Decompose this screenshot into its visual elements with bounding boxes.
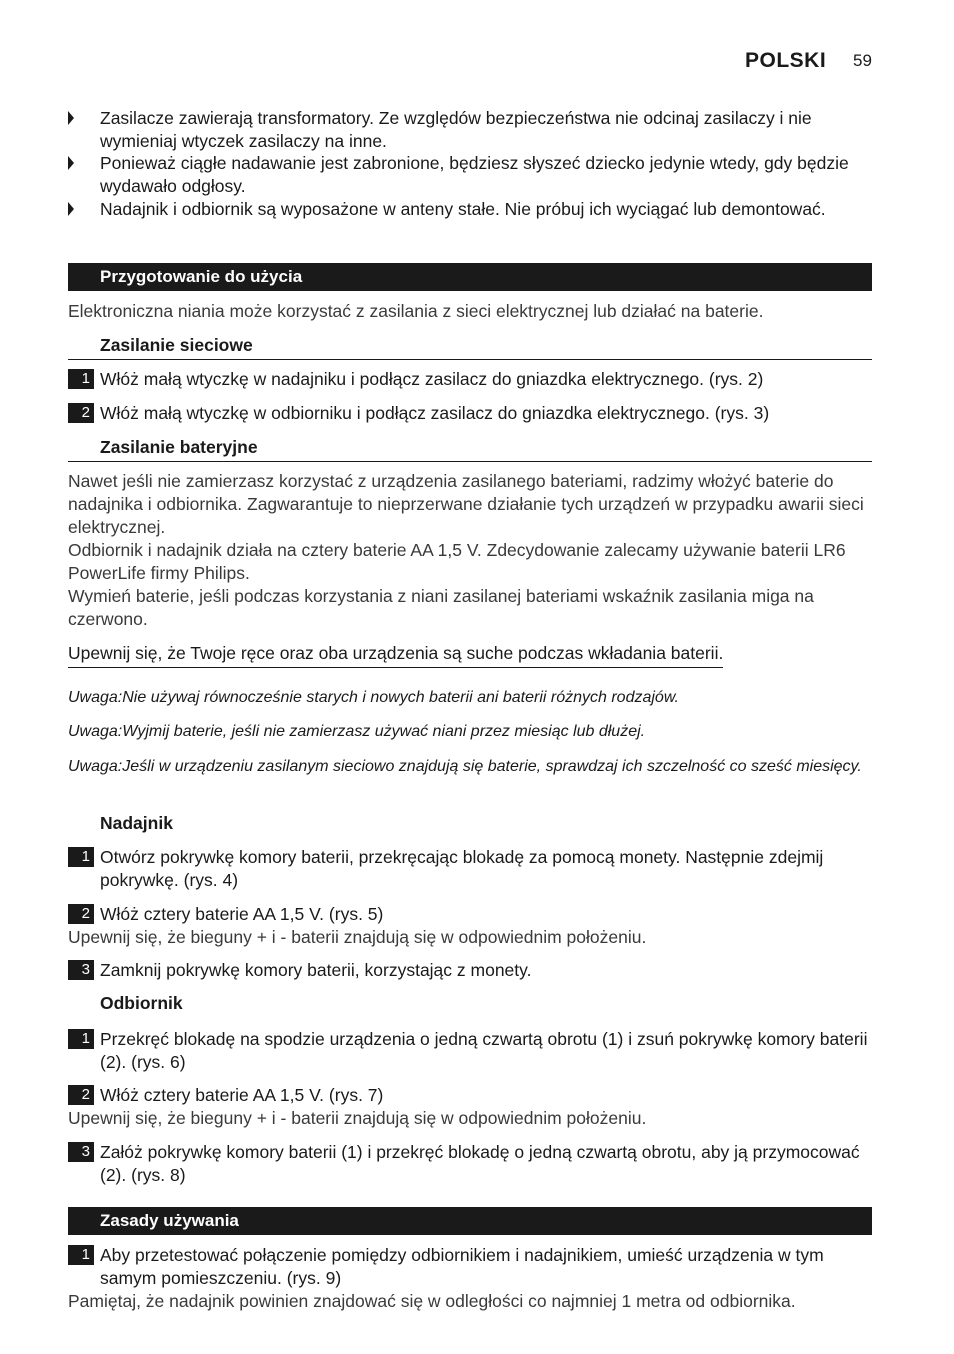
- bullet-icon: [68, 202, 74, 216]
- battery-paragraph: Wymień baterie, jeśli podczas korzystania z niani zasilanej bateriami wskaźnik zasilania miga na czerwono.: [68, 586, 814, 629]
- bullet-text: Zasilacze zawierają transformatory. Ze względów bezpieczeństwa nie odcinaj zasilaczy i nie wymieniaj wtyczek zasilaczy na inne.: [100, 108, 812, 151]
- step-text: Otwórz pokrywkę komory baterii, przekręcając blokadę za pomocą monety. Następnie zdejmij pokrywkę. (rys. 4): [100, 847, 824, 890]
- step-text: Włóż małą wtyczkę w odbiorniku i podłącz zasilacz do gniazdka elektrycznego. (rys. 3): [100, 403, 770, 423]
- step-note: Upewnij się, że bieguny + i - baterii znajdują się w odpowiednim położeniu.: [68, 927, 647, 947]
- step-item: [68, 846, 876, 892]
- list-item: [68, 198, 872, 221]
- step-text: Przekręć blokadę na spodzie urządzenia o jedną czwartą obrotu (1) i zsuń pokrywkę komory baterii (2). (rys. 6): [100, 1029, 868, 1072]
- step-number: 1: [68, 369, 94, 389]
- safety-warning: Upewnij się, że Twoje ręce oraz oba urządzenia są suche podczas wkładania baterii.: [68, 642, 723, 668]
- subheading-rule: [68, 461, 872, 462]
- intro-paragraph: Elektroniczna niania może korzystać z zasilania z sieci elektrycznej lub działać na baterie.: [68, 301, 764, 321]
- subheading-transmitter: Nadajnik: [100, 813, 173, 833]
- step-text: Zamknij pokrywkę komory baterii, korzystając z monety.: [100, 960, 532, 980]
- note: Uwaga:Wyjmij baterie, jeśli nie zamierzasz używać niani przez miesiąc lub dłużej.: [68, 723, 646, 740]
- subheading-rule: [68, 359, 872, 360]
- battery-paragraph: Odbiornik i nadajnik działa na cztery baterie AA 1,5 V. Zdecydowanie zalecamy używanie baterii LR6 PowerLife firmy Philips.: [68, 540, 846, 583]
- battery-paragraph: Nawet jeśli nie zamierzasz korzystać z urządzenia zasilanego bateriami, radzimy włożyć baterie do nadajnika i odbiornika. Zagwarantuje to nieprzerwane działanie tych urządzeń w przypadku awarii sieci elektrycznej.: [68, 471, 864, 537]
- step-item: [68, 402, 876, 425]
- step-item: [68, 1028, 876, 1074]
- bullet-text: Ponieważ ciągłe nadawanie jest zabronione, będziesz słyszeć dziecko jedynie wtedy, gdy będzie wydawało odgłosy.: [100, 153, 849, 196]
- subheading-battery: Zasilanie bateryjne: [100, 437, 258, 457]
- step-note: Upewnij się, że bieguny + i - baterii znajdują się w odpowiednim położeniu.: [68, 1108, 647, 1128]
- step-number: 2: [68, 1085, 94, 1105]
- step-item: [68, 959, 876, 982]
- step-number: 1: [68, 1245, 94, 1265]
- step-number: 1: [68, 847, 94, 867]
- step-number: 3: [68, 960, 94, 980]
- step-text: Włóż cztery baterie AA 1,5 V. (rys. 5): [100, 904, 384, 924]
- list-item: [68, 107, 872, 153]
- step-number: 1: [68, 1029, 94, 1049]
- section-title: Zasady używania: [100, 1211, 239, 1230]
- bullet-icon: [68, 156, 74, 170]
- step-text: Włóż małą wtyczkę w nadajniku i podłącz zasilacz do gniazdka elektrycznego. (rys. 2): [100, 369, 764, 389]
- step-item: [68, 1244, 876, 1290]
- step-item: [68, 903, 876, 926]
- step-item: [68, 368, 876, 391]
- note: Uwaga:Jeśli w urządzeniu zasilanym sieciowo znajdują się baterie, sprawdzaj ich szczelność co sześć miesięcy.: [68, 758, 862, 775]
- step-number: 3: [68, 1142, 94, 1162]
- step-number: 2: [68, 904, 94, 924]
- bullet-text: Nadajnik i odbiornik są wyposażone w anteny stałe. Nie próbuj ich wyciągać lub demontować.: [100, 199, 826, 219]
- page-number: 59: [853, 51, 872, 70]
- step-number: 2: [68, 403, 94, 423]
- bullet-icon: [68, 111, 74, 125]
- step-text: Włóż cztery baterie AA 1,5 V. (rys. 7): [100, 1085, 384, 1105]
- step-item: [68, 1084, 876, 1107]
- section-title-bar: [68, 263, 872, 291]
- list-item: [68, 152, 872, 198]
- step-note: Pamiętaj, że nadajnik powinien znajdować się w odległości co najmniej 1 metra od odbiornika.: [68, 1291, 796, 1311]
- step-item: [68, 1141, 876, 1187]
- section-title: Przygotowanie do użycia: [100, 267, 303, 286]
- note: Uwaga:Nie używaj równocześnie starych i nowych baterii ani baterii różnych rodzajów.: [68, 689, 679, 706]
- step-text: Aby przetestować połączenie pomiędzy odbiornikiem i nadajnikiem, umieść urządzenia w tym samym pomieszczeniu. (rys. 9): [100, 1245, 824, 1288]
- subheading-receiver: Odbiornik: [100, 993, 183, 1013]
- page-language: POLSKI: [745, 49, 827, 72]
- step-text: Załóż pokrywkę komory baterii (1) i przekręć blokadę o jedną czwartą obrotu, aby ją przymocować (2). (rys. 8): [100, 1142, 860, 1185]
- subheading-mains: Zasilanie sieciowe: [100, 335, 253, 355]
- section-title-bar: [68, 1207, 872, 1235]
